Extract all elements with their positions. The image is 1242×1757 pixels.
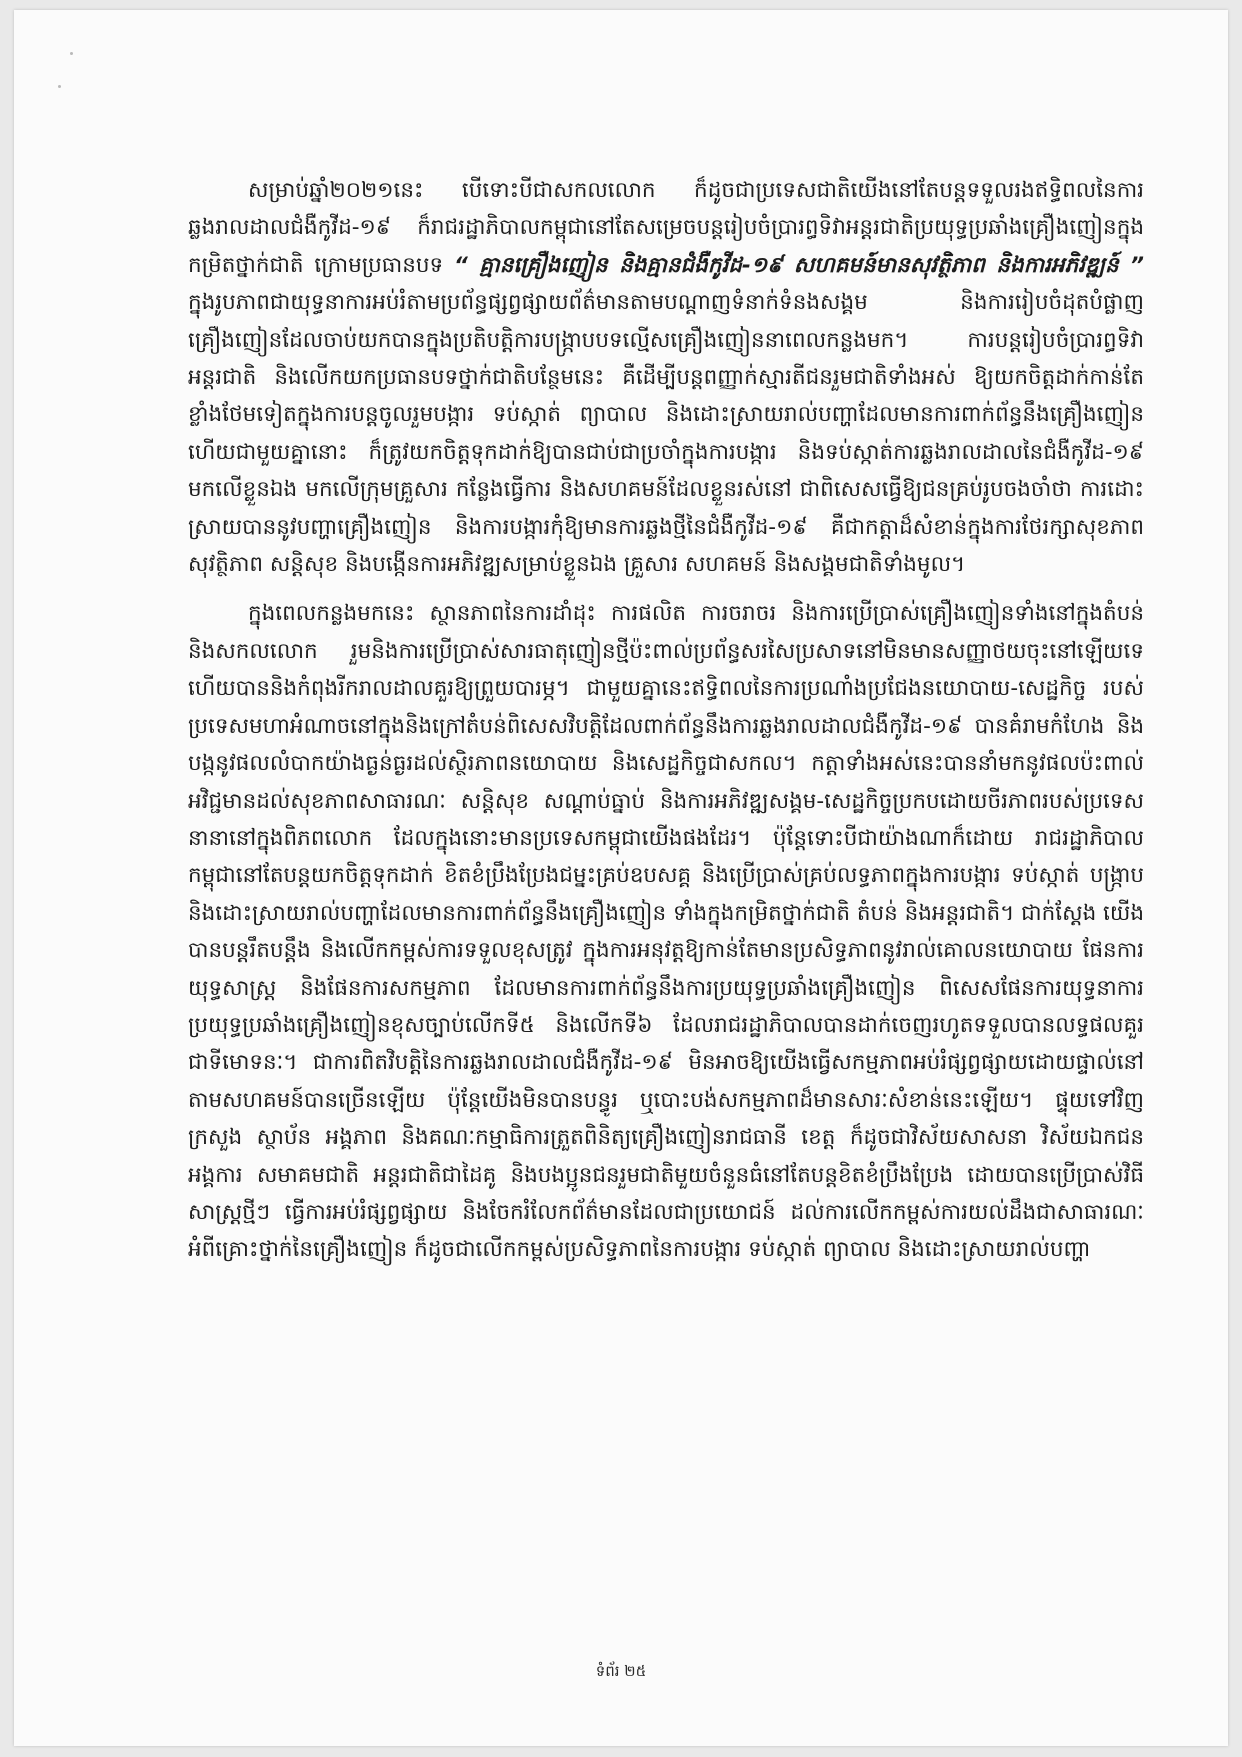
campaign-theme: “ គ្មានគ្រឿងញៀន និងគ្មានជំងឺកូវីដ-១៩ សហគមន៍មានសុវត្ថិភាព និងការអភិវឌ្ឍន៍ ”: [453, 252, 1144, 278]
paragraph-1-body: ក្នុងរូបភាពជាយុទ្ធនាការអប់រំតាមប្រព័ន្ធផ្សព្វផ្សាយព័ត៌មានតាមបណ្តាញទំនាក់ទំនងសង្គម និងការរៀបចំដុតបំផ្លាញគ្រឿងញៀនដែលចាប់យកបានក្នុងប្រតិបត្តិការបង្ក្រាបបទល្មើសគ្រឿងញៀននាពេលកន្លងមក។ ការបន្តរៀបចំប្រារព្ធទិវាអន្តរជាតិ និងលើកយកប្រធានបទថ្នាក់ជាតិបន្ថែមនេះ គឺដើម្បីបន្តពញ្ញាក់ស្មារតីជនរួមជាតិទាំងអស់ ឱ្យយកចិត្តដាក់កាន់តែខ្លាំងថែមទៀតក្នុងការបន្តចូលរួមបង្ការ ទប់ស្កាត់ ព្យាបាល និងដោះស្រាយរាល់បញ្ហាដែលមានការពាក់ព័ន្ធនឹងគ្រឿងញៀន ហើយជាមួយគ្នានោះ ក៏ត្រូវយកចិត្តទុកដាក់ឱ្យបានជាប់ជាប្រចាំក្នុងការបង្ការ និងទប់ស្កាត់ការឆ្លងរាលដាលនៃជំងឺកូវីដ-១៩ មកលើខ្លួនឯង មកលើក្រុមគ្រួសារ កន្លែងធ្វើការ និងសហគមន៍ដែលខ្លួនរស់នៅ ជាពិសេសធ្វើឱ្យជនគ្រប់រូបចងចាំថា ការដោះស្រាយបាននូវបញ្ហាគ្រឿងញៀន និងការបង្ការកុំឱ្យមានការឆ្លងថ្មីនៃជំងឺកូវីដ-១៩ គឺជាកត្តាដ៏សំខាន់ក្នុងការថែរក្សាសុខភាព សុវត្ថិភាព សន្តិសុខ និងបង្កើនការអភិវឌ្ឍសម្រាប់ខ្លួនឯង គ្រួសារ សហគមន៍ និងសង្គមជាតិទាំងមូល។: [188, 290, 1144, 578]
paragraph-1-intro: សម្រាប់ឆ្នាំ២០២១នេះ បើទោះបីជាសកលលោក ក៏ដូចជាប្រទេសជាតិយើងនៅតែបន្តទទួលរងឥទ្ធិពលនៃការឆ្លងរាលដាលជំងឺកូវីដ-១៩ ក៏រាជរដ្ឋាភិបាលកម្ពុជានៅតែសម្រេចបន្តរៀបចំប្រារព្ធទិវាអន្តរជាតិប្រយុទ្ធប្រឆាំងគ្រឿងញៀនក្នុងកម្រិតថ្នាក់ជាតិ ក្រោមប្រធានបទ: [188, 178, 1144, 278]
paragraph-1: [188, 172, 1144, 583]
scan-speck: [70, 52, 73, 55]
page-number: ទំព័រ ២៥: [595, 1662, 647, 1680]
scan-speck: [58, 85, 61, 88]
paragraph-2: ក្នុងពេលកន្លងមកនេះ ស្ថានភាពនៃការដាំដុះ ការផលិត ការចរាចរ និងការប្រើប្រាស់គ្រឿងញៀនទាំងនៅក្នុងតំបន់ និងសកលលោក រួមនិងការប្រើប្រាស់សារធាតុញៀនថ្មីប៉ះពាល់ប្រព័ន្ធសរសៃប្រសាទនៅមិនមានសញ្ញាថយចុះនៅឡើយទេ ហើយបាននិងកំពុងរីករាលដាលគួរឱ្យព្រួយបារម្ភ។ ជាមួយគ្នានេះឥទ្ធិពលនៃការប្រណាំងប្រជែងនយោបាយ-សេដ្ឋកិច្ច របស់ប្រទេសមហាអំណាចនៅក្នុងនិងក្រៅតំបន់ពិសេសវិបត្តិដែលពាក់ព័ន្ធនឹងការឆ្លងរាលដាលជំងឺកូវីដ-១៩ បានគំរាមកំហែង និងបង្កនូវផលលំបាកយ៉ាងធ្ងន់ធ្ងរដល់ស្ថិរភាពនយោបាយ និងសេដ្ឋកិច្ចជាសកល។ កត្តាទាំងអស់នេះបាននាំមកនូវផលប៉ះពាល់អវិជ្ជមានដល់សុខភាពសាធារណៈ សន្តិសុខ សណ្តាប់ធ្នាប់ និងការអភិវឌ្ឍសង្គម-សេដ្ឋកិច្ចប្រកបដោយចីរភាពរបស់ប្រទេសនានានៅក្នុងពិភពលោក ដែលក្នុងនោះមានប្រទេសកម្ពុជាយើងផងដែរ។ ប៉ុន្តែទោះបីជាយ៉ាងណាក៏ដោយ រាជរដ្ឋាភិបាលកម្ពុជានៅតែបន្តយកចិត្តទុកដាក់ ខិតខំប្រឹងប្រែងជម្នះគ្រប់ឧបសគ្គ និងប្រើប្រាស់គ្រប់លទ្ធភាពក្នុងការបង្ការ ទប់ស្កាត់ បង្ក្រាប និងដោះស្រាយរាល់បញ្ហាដែលមានការពាក់ព័ន្ធនឹងគ្រឿងញៀន ទាំងក្នុងកម្រិតថ្នាក់ជាតិ តំបន់ និងអន្តរជាតិ។ ជាក់ស្តែង យើងបានបន្តរឹតបន្តឹង និងលើកកម្ពស់ការទទួលខុសត្រូវ ក្នុងការអនុវត្តឱ្យកាន់តែមានប្រសិទ្ធភាពនូវរាល់គោលនយោបាយ ផែនការយុទ្ធសាស្ត្រ និងផែនការសកម្មភាព ដែលមានការពាក់ព័ន្ធនឹងការប្រយុទ្ធប្រឆាំងគ្រឿងញៀន ពិសេសផែនការយុទ្ធនាការប្រយុទ្ធប្រឆាំងគ្រឿងញៀនខុសច្បាប់លើកទី៥ និងលើកទី៦ ដែលរាជរដ្ឋាភិបាលបានដាក់ចេញរហូតទទួលបានលទ្ធផលគួរជាទីមោទនៈ។ ជាការពិតវិបត្តិនៃការឆ្លងរាលដាលជំងឺកូវីដ-១៩ មិនអាចឱ្យយើងធ្វើសកម្មភាពអប់រំផ្សព្វផ្សាយដោយផ្ទាល់នៅតាមសហគមន៍បានច្រើនឡើយ ប៉ុន្តែយើងមិនបានបន្ធូរ ឬបោះបង់សកម្មភាពដ៏មានសារៈសំខាន់នេះឡើយ។ ផ្ទុយទៅវិញ ក្រសួង ស្ថាប័ន អង្គភាព និងគណៈកម្មាធិការត្រួតពិនិត្យគ្រឿងញៀនរាជធានី ខេត្ត ក៏ដូចជាវិស័យសាសនា វិស័យឯកជន អង្គការ សមាគមជាតិ អន្តរជាតិជាដៃគូ និងបងប្អូនជនរួមជាតិមួយចំនួនធំនៅតែបន្តខិតខំប្រឹងប្រែង ដោយបានប្រើប្រាស់វិធីសាស្ត្រថ្មីៗ ធ្វើការអប់រំផ្សព្វផ្សាយ និងចែករំលែកព័ត៌មានដែលជាប្រយោជន៍ ដល់ការលើកកម្ពស់ការយល់ដឹងជាសាធារណៈអំពីគ្រោះថ្នាក់នៃគ្រឿងញៀន ក៏ដូចជាលើកកម្ពស់ប្រសិទ្ធភាពនៃការបង្ការ ទប់ស្កាត់ ព្យាបាល និងដោះស្រាយរាល់បញ្ហា: [188, 601, 1145, 1263]
document-body: [188, 172, 1144, 1269]
document-page: [14, 10, 1228, 1746]
